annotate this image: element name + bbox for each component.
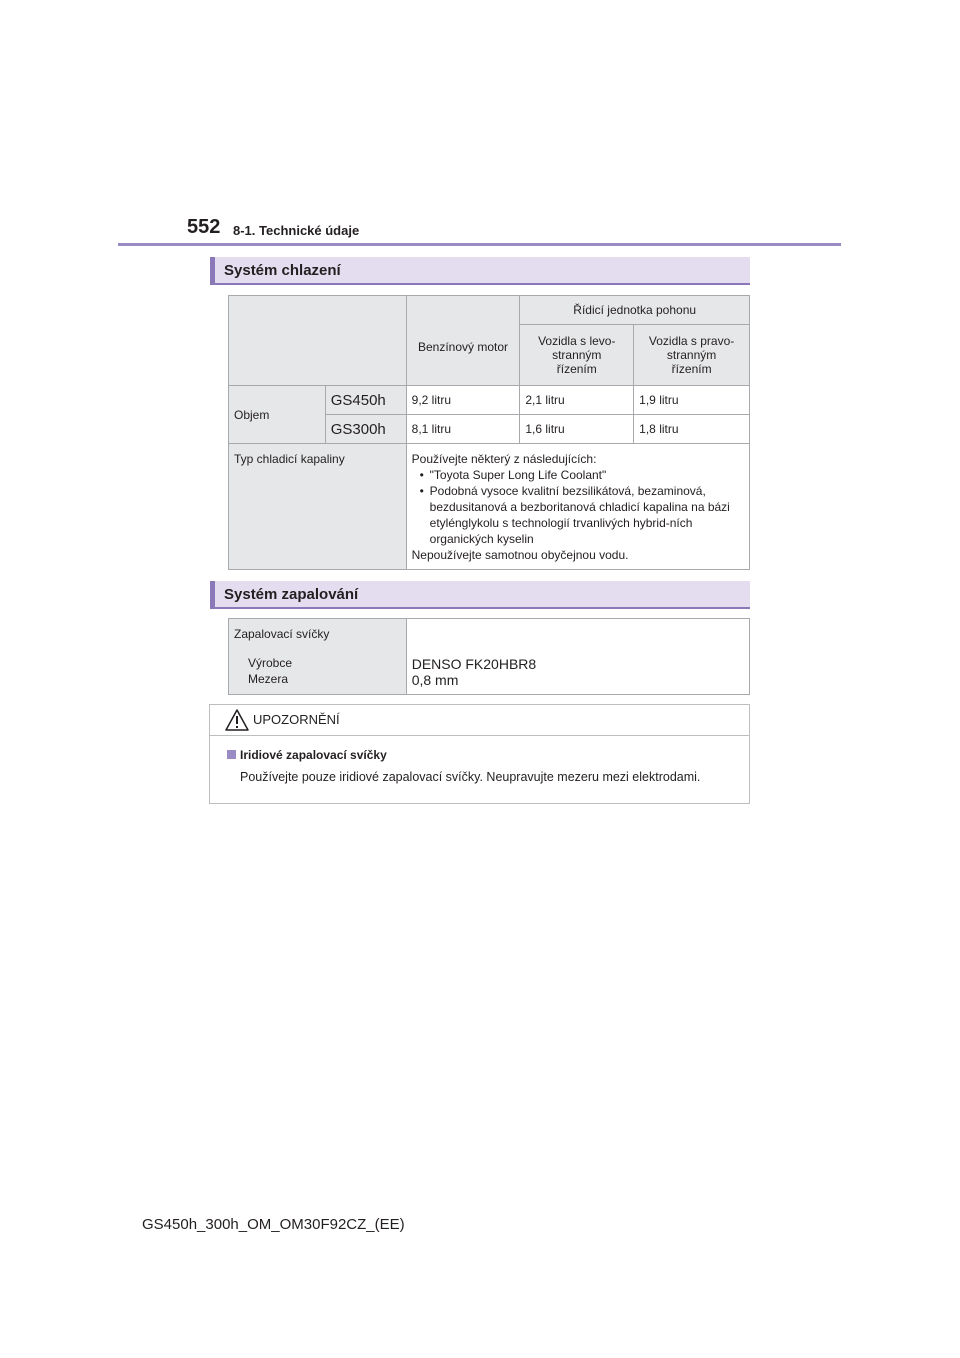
maker-value: DENSO FK20HBR8 [411, 656, 537, 672]
maker-label: Výrobce [248, 656, 293, 670]
warning-triangle-icon [224, 708, 250, 732]
gap-label: Mezera [248, 672, 289, 686]
spark-plug-value-cell [406, 619, 749, 695]
engine-volume: 9,2 litru [406, 386, 520, 415]
rhd-header: Vozidla s pravo-stranným řízením [634, 325, 750, 386]
caution-text: Používejte pouze iridiové zapalovací svíčky. Neupravujte mezeru mezi elektrodami. [240, 770, 701, 784]
model-label: GS450h [325, 386, 406, 415]
engine-header: Benzínový motor [406, 296, 520, 386]
bullet-square-icon [227, 750, 236, 759]
coolant-intro: Používejte některý z následujících: [411, 452, 597, 466]
coolant-type-value [406, 444, 749, 570]
empty-corner-cell [229, 296, 407, 386]
gap-value: 0,8 mm [411, 672, 459, 688]
coolant-item: • "Toyota Super Long Life Coolant" [420, 467, 743, 483]
document-code: GS450h_300h_OM_OM30F92CZ_(EE) [142, 1216, 405, 1233]
caution-box [209, 704, 750, 804]
cooling-table [228, 295, 750, 570]
model-label: GS300h [325, 415, 406, 444]
lhd-header: Vozidla s levo-stranným řízením [520, 325, 634, 386]
lhd-volume: 1,6 litru [520, 415, 634, 444]
rhd-volume: 1,8 litru [634, 415, 750, 444]
power-unit-header: Řídicí jednotka pohonu [520, 296, 750, 325]
engine-volume: 8,1 litru [406, 415, 520, 444]
caution-header [210, 705, 749, 736]
spark-plug-label-cell [229, 619, 407, 695]
header-rule [118, 243, 841, 246]
volume-label: Objem [229, 386, 326, 444]
coolant-type-label: Typ chladicí kapaliny [229, 444, 407, 570]
ignition-title: Systém zapalování [224, 586, 359, 603]
ignition-table [228, 618, 750, 695]
cooling-title: Systém chlazení [224, 262, 341, 279]
spark-plug-label: Zapalovací svíčky [234, 627, 330, 641]
page-number: 552 [187, 216, 221, 238]
lhd-volume: 2,1 litru [520, 386, 634, 415]
cooling-section-heading [210, 257, 750, 285]
page-header [0, 0, 960, 250]
section-title: 8-1. Technické údaje [233, 223, 360, 238]
ignition-section-heading [210, 581, 750, 609]
rhd-volume: 1,9 litru [634, 386, 750, 415]
caution-title: UPOZORNĚNÍ [253, 712, 340, 727]
coolant-note: Nepoužívejte samotnou obyčejnou vodu. [411, 548, 629, 562]
coolant-list [412, 467, 743, 547]
caution-item-heading: Iridiové zapalovací svíčky [227, 748, 387, 762]
coolant-item: • Podobná vysoce kvalitní bezsilikátová, bezaminová, bezdusitanová a bezboritanová chladicí kapalina na bázi etylénglykolu s technologií trvanlivých hybrid-ních organických kyselin [420, 483, 743, 547]
